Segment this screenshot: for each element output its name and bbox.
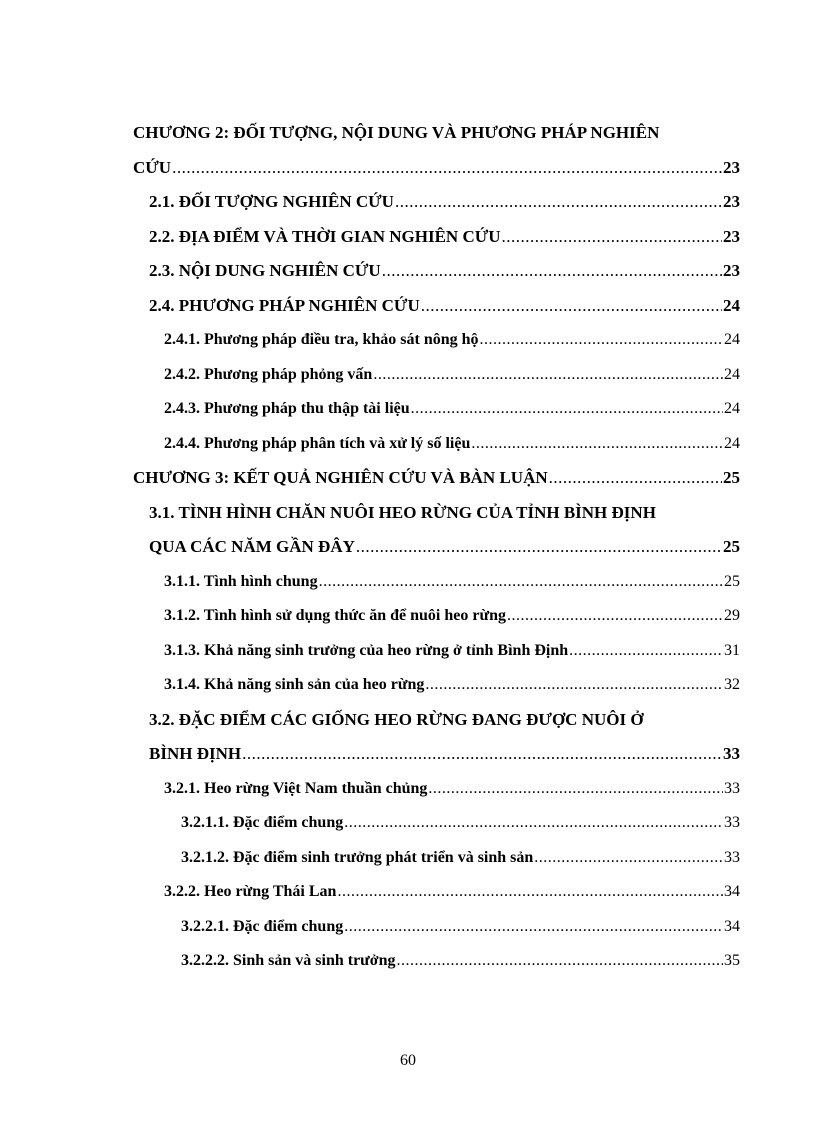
toc-entry-title: 2.4.4. Phương pháp phân tích và xử lý số liệu (164, 434, 471, 452)
dot-leader (382, 254, 722, 289)
toc-entry-title: 2.2. ĐỊA ĐIỂM VÀ THỜI GIAN NGHIÊN CỨU (149, 226, 501, 246)
toc-entry-page: 23 (723, 157, 740, 177)
dot-leader (344, 910, 723, 945)
toc-entry-title: QUA CÁC NĂM GẦN ĐÂY (149, 537, 355, 556)
toc-entry[interactable] (133, 392, 740, 427)
toc-entry-title: CỨU (133, 157, 172, 177)
toc-entry[interactable] (133, 220, 740, 255)
dot-leader (549, 461, 722, 496)
dot-leader (242, 737, 722, 772)
dot-leader (344, 806, 723, 841)
toc-entry-page: 31 (724, 641, 740, 659)
toc-entry-title: 3.2.2.1. Đặc điểm chung (181, 917, 344, 935)
toc-entry-title: 2.4.1. Phương pháp điều tra, khảo sát nông hộ (164, 331, 479, 348)
toc-entry[interactable] (133, 737, 740, 772)
toc-entry-title: BÌNH ĐỊNH (149, 744, 242, 763)
toc-entry-page: 29 (724, 607, 740, 624)
dot-leader (172, 151, 722, 186)
toc-entry[interactable] (133, 599, 740, 634)
toc-entry[interactable] (133, 772, 740, 807)
toc-entry[interactable] (133, 427, 740, 462)
toc-entry-page: 32 (724, 676, 740, 693)
page-number: 60 (400, 1052, 416, 1069)
toc-entry-title: 3.2.1. Heo rừng Việt Nam thuần chủng (164, 779, 428, 797)
toc-entry-page: 33 (723, 744, 740, 763)
dot-leader (428, 772, 723, 807)
toc-entry[interactable] (133, 116, 740, 151)
toc-entry[interactable] (133, 944, 740, 979)
dot-leader (421, 289, 722, 324)
toc-entry[interactable] (133, 151, 740, 186)
dot-leader (480, 323, 723, 358)
toc-entry-page: 24 (723, 295, 740, 315)
toc-entry[interactable] (133, 289, 740, 324)
toc-entry-page: 23 (723, 261, 740, 280)
toc-entry-title: CHƯƠNG 2: ĐỐI TƯỢNG, NỘI DUNG VÀ PHƯƠNG PHÁP NGHIÊN (133, 123, 660, 142)
toc-entry-title: 3.1. TÌNH HÌNH CHĂN NUÔI HEO RỪNG CỦA TỈNH BÌNH ĐỊNH (149, 502, 656, 522)
dot-leader (569, 634, 723, 669)
toc-entry-title: 2.4. PHƯƠNG PHÁP NGHIÊN CỨU (149, 295, 420, 315)
toc-entry[interactable] (133, 703, 740, 738)
toc-entry[interactable] (133, 910, 740, 945)
toc-entry-title: 3.2. ĐẶC ĐIỂM CÁC GIỐNG HEO RỪNG ĐANG ĐƯỢC NUÔI Ở (149, 709, 644, 729)
toc-entry-page: 24 (724, 400, 740, 417)
toc-entry-page: 33 (724, 848, 740, 866)
dot-leader (337, 875, 723, 910)
toc-entry[interactable] (133, 323, 740, 358)
toc-entry[interactable] (133, 496, 740, 531)
toc-entry-title: 2.1. ĐỐI TƯỢNG NGHIÊN CỨU (149, 192, 394, 211)
toc-entry[interactable] (133, 254, 740, 289)
toc-entry-title: 3.1.4. Khả năng sinh sản của heo rừng (164, 676, 425, 693)
toc-entry-page: 23 (723, 192, 740, 211)
toc-entry-title: 2.4.2. Phương pháp phỏng vấn (164, 365, 373, 383)
toc-entry-page: 24 (724, 365, 740, 383)
toc-entry-title: 3.2.1.1. Đặc điểm chung (181, 814, 344, 831)
toc-entry-title: 2.3. NỘI DUNG NGHIÊN CỨU (149, 261, 381, 280)
toc-entry[interactable] (133, 358, 740, 393)
toc-entry[interactable] (133, 565, 740, 600)
toc-entry-title: 3.1.3. Khả năng sinh trưởng của heo rừng ở tỉnh Bình Định (164, 641, 569, 659)
toc-entry-page: 35 (724, 952, 740, 969)
toc-entry[interactable] (133, 806, 740, 841)
dot-leader (397, 944, 723, 979)
dot-leader (319, 565, 723, 600)
dot-leader (471, 427, 723, 462)
toc-entry-page: 23 (723, 226, 740, 246)
dot-leader (411, 392, 723, 427)
toc-entry-title: CHƯƠNG 3: KẾT QUẢ NGHIÊN CỨU VÀ BÀN LUẬN (133, 468, 548, 487)
toc-entry[interactable] (133, 875, 740, 910)
dot-leader (395, 185, 722, 220)
toc-entry-page: 25 (723, 468, 740, 487)
toc-entry-title: 3.2.2. Heo rừng Thái Lan (164, 883, 337, 900)
toc-entry-page: 34 (724, 883, 740, 900)
toc-entry-title: 3.2.2.2. Sinh sản và sinh trưởng (181, 952, 396, 969)
dot-leader (373, 358, 723, 393)
dot-leader (425, 668, 723, 703)
toc-entry-title: 3.1.1. Tình hình chung (164, 572, 318, 590)
toc-entry-title: 2.4.3. Phương pháp thu thập tài liệu (164, 400, 410, 417)
toc-entry[interactable] (133, 841, 740, 876)
dot-leader (356, 530, 722, 565)
table-of-contents (133, 116, 740, 979)
toc-entry[interactable] (133, 461, 740, 496)
toc-entry-page: 34 (724, 917, 740, 935)
toc-entry-page: 25 (724, 572, 740, 590)
toc-entry-page: 24 (724, 331, 740, 348)
toc-entry[interactable] (133, 185, 740, 220)
dot-leader (507, 599, 723, 634)
toc-entry[interactable] (133, 530, 740, 565)
toc-entry-title: 3.1.2. Tình hình sử dụng thức ăn để nuôi heo rừng (164, 607, 506, 624)
toc-entry-page: 25 (723, 537, 740, 556)
dot-leader (502, 220, 722, 255)
toc-entry-title: 3.2.1.2. Đặc điểm sinh trưởng phát triển và sinh sản (181, 848, 534, 866)
toc-entry-page: 33 (724, 779, 740, 797)
toc-entry[interactable] (133, 668, 740, 703)
toc-entry[interactable] (133, 634, 740, 669)
toc-entry-page: 33 (724, 814, 740, 831)
toc-entry-page: 24 (724, 434, 740, 452)
dot-leader (534, 841, 723, 876)
